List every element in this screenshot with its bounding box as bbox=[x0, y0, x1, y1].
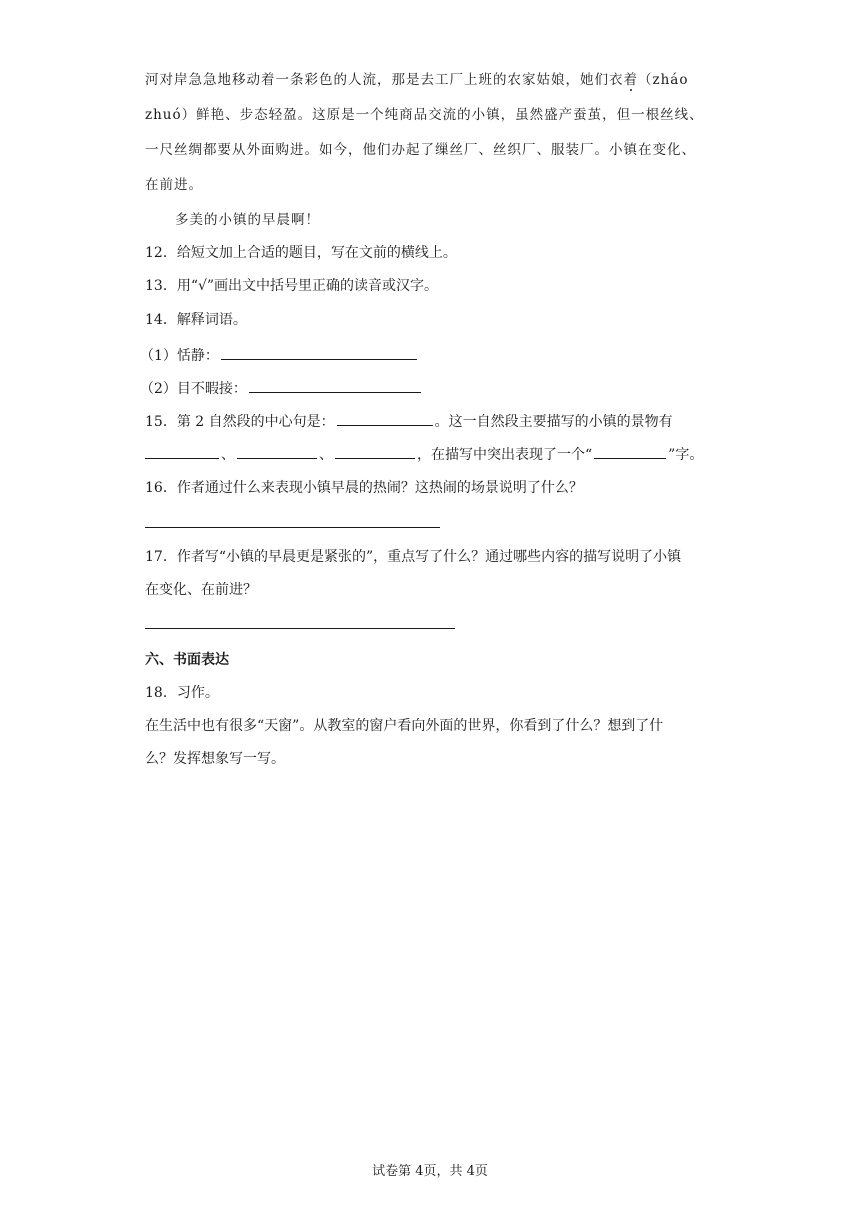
section-6-heading: 六、书面表达 bbox=[145, 652, 229, 668]
separator: 、 bbox=[221, 447, 235, 463]
question-18: 18．习作。 bbox=[145, 685, 219, 701]
question-16: 16．作者通过什么来表现小镇早晨的热闹？这热闹的场景说明了什么？ bbox=[145, 480, 583, 496]
question-15-text: 15．第 2 自然段的中心句是： bbox=[145, 414, 335, 430]
passage-text: 河对岸急急地移动着一条彩色的人流，那是去工厂上班的农家姑娘，她们衣 bbox=[145, 72, 624, 88]
question-14-1-label: （1）恬静： bbox=[140, 348, 219, 364]
answer-blank[interactable] bbox=[335, 444, 415, 459]
question-15-text: 。这一自然段主要描写的小镇的景物有 bbox=[434, 414, 673, 430]
question-15-text: ，在描写中突出表现了一个“ bbox=[417, 447, 593, 463]
question-15-line-1 bbox=[145, 411, 673, 432]
question-12: 12．给短文加上合适的题目，写在文前的横线上。 bbox=[145, 245, 457, 261]
answer-line-17[interactable] bbox=[145, 628, 455, 629]
question-14: 14．解释词语。 bbox=[145, 312, 247, 328]
question-14-2-label: （2）目不暇接： bbox=[140, 381, 247, 397]
answer-blank[interactable] bbox=[594, 444, 666, 459]
composition-prompt-line-1: 在生活中也有很多“天窗”。从教室的窗户看向外面的世界，你看到了什么？想到了什 bbox=[145, 718, 664, 734]
separator: 、 bbox=[319, 447, 333, 463]
answer-blank[interactable] bbox=[145, 444, 219, 459]
passage-line-3: 一尺丝绸都要从外面购进。如今，他们办起了缫丝厂、丝织厂、服装厂。小镇在变化、 bbox=[145, 142, 696, 158]
answer-blank[interactable] bbox=[221, 345, 417, 360]
question-14-1 bbox=[140, 345, 419, 366]
question-13: 13．用“√”画出文中括号里正确的读音或汉字。 bbox=[145, 278, 439, 294]
question-15-text: ”字。 bbox=[668, 447, 704, 463]
answer-blank[interactable] bbox=[337, 411, 433, 426]
question-17-line-1: 17．作者写“小镇的早晨更是紧张的”，重点写了什么？通过哪些内容的描写说明了小镇 bbox=[145, 549, 682, 565]
passage-line-5: 多美的小镇的早晨啊！ bbox=[175, 212, 320, 228]
question-17-line-2: 在变化、在前进？ bbox=[145, 582, 257, 598]
pinyin-option: （zháo bbox=[638, 72, 689, 88]
question-14-2 bbox=[140, 378, 423, 399]
answer-blank[interactable] bbox=[237, 444, 317, 459]
question-15-line-2 bbox=[145, 444, 703, 465]
passage-line-2: zhuó）鲜艳、步态轻盈。这原是一个纯商品交流的小镇，虽然盛产蚕茧，但一根丝线、 bbox=[145, 107, 704, 123]
page-footer: 试卷第 4页，共 4页 bbox=[372, 1164, 488, 1179]
passage-line-1 bbox=[145, 70, 688, 90]
composition-prompt-line-2: 么？发挥想象写一写。 bbox=[145, 751, 285, 767]
passage-line-4: 在前进。 bbox=[145, 177, 203, 193]
answer-blank[interactable] bbox=[249, 378, 421, 393]
dotted-char: 着 bbox=[623, 72, 638, 88]
answer-line-16[interactable] bbox=[145, 527, 440, 528]
